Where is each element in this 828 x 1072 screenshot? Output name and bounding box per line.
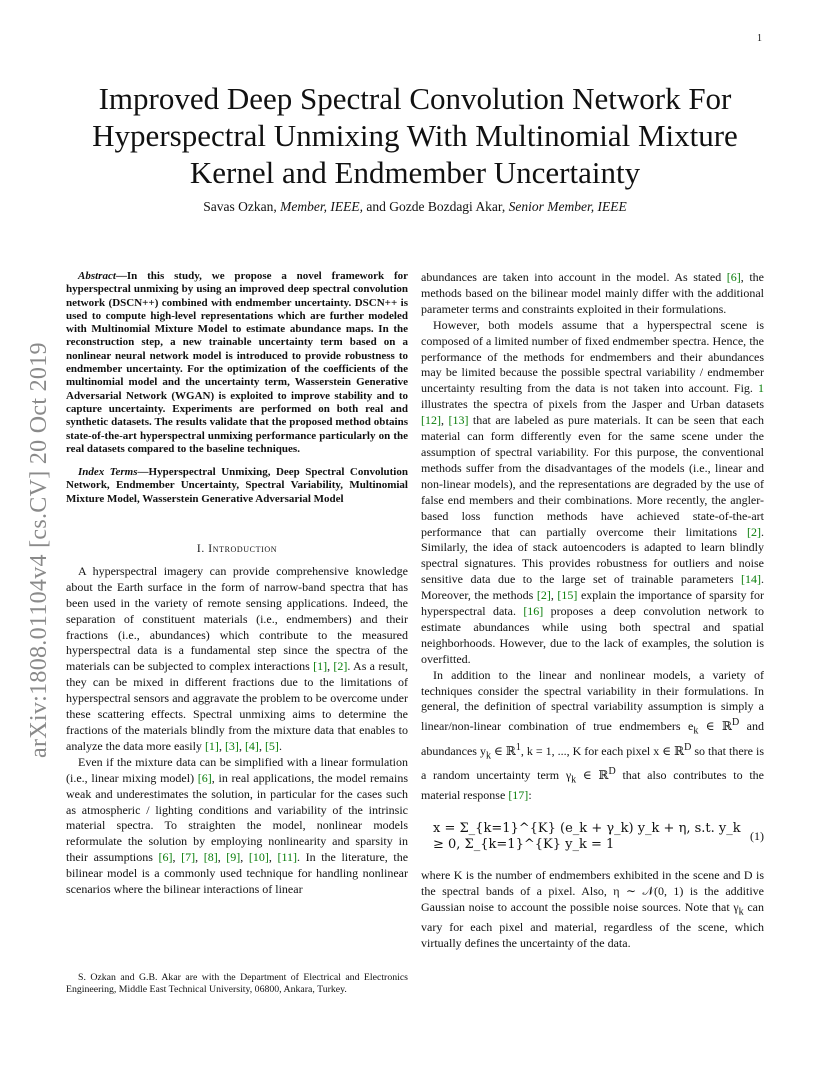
author-2-role: Senior Member, IEEE [508,199,627,214]
text-run: A hyperspectral imagery can provide comprehensive knowledge about the Earth surface in the form of narrow-band spectra that has been used in the variety of remote sensing applications. Indeed, the separation of constituent materials (i.e., endmembers) and their fractions (i.e., abundances) which contribute to the measured hyperspectral data is a fundamental step since the spectra of the materials can be subjected to complex interactions [66,563,408,674]
text-run: and abundances y [421,719,764,758]
paragraph [421,668,764,805]
footnote: S. Ozkan and G.B. Akar are with the Department of Electrical and Electronics Engineering, Middle East Technical University, 06800, Ankara, Turkey. [66,972,408,995]
citation-link[interactable]: 1 [758,381,764,396]
author-1-role: Member, IEEE, [280,199,363,214]
citation-link[interactable]: [8] [203,850,218,865]
text-run: , [240,850,249,865]
citation-link[interactable]: [6] [726,270,741,284]
equation-body: x = Σ_{k=1}^{K} (e_k + γ_k) y_k + η, s.t. y_k ≥ 0, Σ_{k=1}^{K} y_k = 1 [433,821,741,853]
index-terms [66,466,408,506]
text-run: where K is the number of endmembers exhibited in the scene and D is the spectral bands of a pixel. Also, η ∼ 𝒩(0, 1) is the additive Gaussian noise to account the possible noise sources. Note that γ [421,868,764,914]
text-run: , [268,850,278,865]
citation-link[interactable]: [4] [244,738,259,753]
text-run: , [218,738,225,753]
math-superscript: 1 [515,741,521,753]
text-run: , in real applications, the model remains weak and underestimates the solution, in particular for the cases such as atmospheric / lighting conditions and variability of the intrinsic material spectra. To straighten the model, nonlinear models reformulate the solution by employing nonlinearity and sparsity in their assumptions [66,770,408,865]
citation-link[interactable]: [1] [313,659,328,674]
text-run: , k = 1, ..., K for each pixel x ∈ ℝ [520,743,685,758]
text-run: , the methods based on the bilinear model mainly differ with the additional parameter terms and constraints exploited in their formulations. [421,270,764,316]
index-terms-text: —Hyperspectral Unmixing, Deep Spectral Convolution Network, Endmember Uncertainty, Spectral Variability, Multinomial Mixture Model, Wasserstein Generative Adversarial Model [66,466,408,505]
text-run: However, both models assume that a hyperspectral scene is composed of a limited number of fixed endmember spectra. Hence, the performance of the methods for endmembers and their abundances may be limited because the possible spectral variability / endmember uncertainty resulting from the data is not taken into account. Fig. [421,317,764,396]
paragraph [66,755,408,898]
text-run: explain the importance of sparsity for hyperspectral data. [421,588,764,619]
text-run: , [172,850,182,865]
text-run: , [217,850,227,865]
text-run: ∈ ℝ [698,719,733,734]
citation-link[interactable]: [1] [204,738,219,753]
text-run: , [195,850,204,865]
text-run: abundances are taken into account in the model. As stated [421,270,727,284]
text-run: . As a result, they can be mixed in different fractions due to the limitations of hyperspectral sensors and aggravate the problem to be overcome under these scattering effects. Spectral unmixing aims to determine the fractions of the materials blindly from the mixture data that enables to analyze the data more easily [66,659,408,753]
section-heading: I. Introduction [196,543,278,556]
text-run: . In the literature, the bilinear model is a commonly used technique for handling nonlinear scenarios where the bilinear interactions of linear [66,850,409,897]
left-column [66,270,408,898]
right-column [421,270,764,952]
text-run: : [528,788,532,803]
page-number: 1 [757,33,762,44]
abstract-text: —In this study, we propose a novel framework for hyperspectral unmixing by using an improved deep spectral convolution network (DSCN++) combined with endmember uncertainty. DSCN++ is used to compute high-level representations which are further modeled with Multinomial Mixture Model to estimate abundance maps. In the reconstruction step, a new trainable uncertainty term based on a nonlinear neural network model is introduced to provide robustness to endmember uncertainty. For the optimization of the coefficients of the multinomial model and the uncertainty term, Wasserstein Generative Adversarial Network (WGAN) is exploited to improve stability and to capture uncertainty. Experiments are performed on both real and synthetic datasets. The results validate that the proposed method obtains state-of-the-art hyperspectral unmixing performance particularly on the real datasets compared to the baseline techniques. [66,270,408,455]
author-joiner: and Gozde Bozdagi Akar, [362,199,509,214]
math-subscript: k [571,774,577,786]
paragraph [66,564,408,755]
paragraph [421,270,764,318]
math-superscript: D [732,717,740,729]
citation-link[interactable]: [14] [741,572,761,587]
text-run: can vary for each pixel and material, regardless of the scene, which virtually defines the uncertainty of the data. [421,899,765,951]
paragraph [421,318,764,668]
text-run: illustrates the spectra of pixels from the Jasper and Urban datasets [421,397,764,412]
citation-link[interactable]: [15] [557,588,578,603]
text-run: ∈ ℝ [576,767,609,782]
citation-link[interactable]: [11] [277,850,298,865]
text-run: so that there is a random uncertainty term γ [421,743,764,782]
index-terms-label: Index Terms [78,466,138,479]
text-run: , [238,738,245,753]
citation-link[interactable]: [5] [264,738,279,753]
citation-link[interactable]: [6] [197,770,212,785]
text-run: , [258,738,265,753]
math-superscript: D [608,765,616,777]
citation-link[interactable]: [2] [333,659,348,674]
text-run: . Moreover, the methods [421,572,764,603]
citation-link[interactable]: [7] [181,850,196,865]
citation-link[interactable]: [2] [536,588,551,603]
math-subscript: k [485,750,491,762]
citation-link[interactable]: [17] [508,788,529,803]
arxiv-stamp-text: arXiv:1808.01104v4 [cs.CV] 20 Oct 2019 [26,342,52,758]
text-run: In addition to the linear and nonlinear models, a variety of techniques consider the spectral variability in their formulations. In general, the definition of spectral variability assumption is simply a linear/non-linear combination of true endmembers e [421,667,764,734]
abstract-label: Abstract [78,270,116,282]
text-run: ∈ ℝ [490,743,516,758]
text-run: Even if the mixture data can be simplified with a linear formulation (i.e., linear mixing model) [66,754,408,785]
citation-link[interactable]: [6] [158,850,173,865]
arxiv-stamp [18,288,58,758]
text-run: that are labeled as pure materials. It can be seen that each material can form differently even for the same scene under the assumption of spectral variability. For this purpose, the conventional methods suffer from the disadvantages of the models (i.e., linear and non-linear models), and the representations are degraded by the use of false end members and their combinations. More recently, the angler-based loss function methods have achieved state-of-the-art performance that can partially overcome their limitations [421,413,764,539]
citation-link[interactable]: [9] [226,850,241,865]
abstract [66,270,408,456]
math-superscript: D [684,741,692,753]
math-subscript: k [693,725,699,737]
text-run: , [550,588,558,603]
text-run: proposes a deep convolution network to estimate abundances while using both spectral and spatial neighborhoods. However, due to the lack of examples, the solution is overfitted. [421,604,764,666]
equation-1 [421,814,764,860]
equation-number: (1) [750,829,764,844]
citation-link[interactable]: [13] [448,413,469,428]
citation-link[interactable]: [3] [224,738,239,753]
paper-title: Improved Deep Spectral Convolution Network For Hyperspectral Unmixing With Multinomial Mixture Kernel and Endmember Uncertainty [92,81,738,190]
text-run: , [327,659,334,674]
text-run: . Similarly, the idea of stack autoencoders is adapted to learn blindly spectral signatures. This provides robustness for outliers and noise sensitive data due to the large set of trainable parameters [421,524,764,587]
citation-link[interactable]: [2] [747,524,761,539]
math-subscript: k [738,906,744,918]
text-run: . [278,738,282,753]
author-1: Savas Ozkan, [203,199,281,214]
paragraph [421,868,764,952]
citation-link[interactable]: [12] [421,413,441,428]
text-run: that also contributes to the material response [421,767,764,803]
citation-link[interactable]: [16] [523,604,544,619]
author-line [70,199,760,215]
citation-link[interactable]: [10] [248,850,269,865]
text-run: , [441,413,449,428]
